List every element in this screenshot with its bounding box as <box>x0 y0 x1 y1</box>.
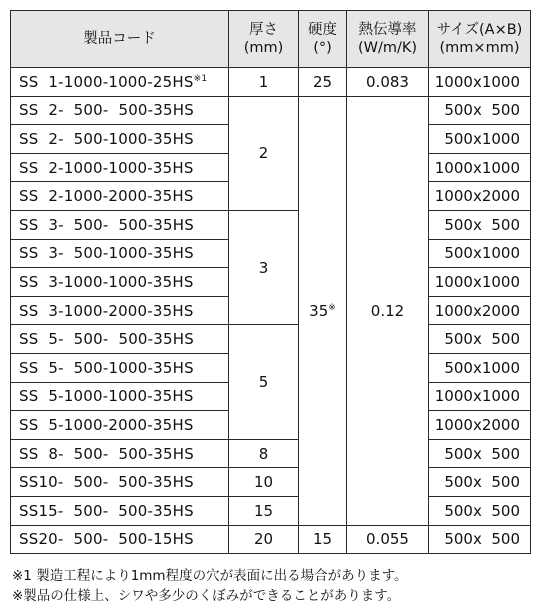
size-cell: 500x1000 <box>429 125 531 154</box>
product-table-container <box>10 10 530 554</box>
thickness-cell: 5 <box>229 325 299 439</box>
size-cell: 1000x2000 <box>429 411 531 440</box>
header-conductivity: 熱伝導率 (W/m/K) <box>347 11 429 68</box>
product-code: SS 2- 500- 500-35HS <box>11 96 229 125</box>
size-cell: 1000x1000 <box>429 153 531 182</box>
thickness-cell: 8 <box>229 439 299 468</box>
product-code: SS 5- 500-1000-35HS <box>11 353 229 382</box>
product-code: SS10- 500- 500-35HS <box>11 468 229 497</box>
table-row <box>11 468 531 497</box>
size-cell: 500x1000 <box>429 353 531 382</box>
size-cell: 500x 500 <box>429 210 531 239</box>
table-row <box>11 525 531 554</box>
thickness-cell: 20 <box>229 525 299 554</box>
footnote-mark: ※1 <box>193 73 208 84</box>
table-row <box>11 68 531 97</box>
header-code: 製品コード <box>11 11 229 68</box>
hardness-cell: 35※ <box>299 96 347 525</box>
header-hardness: 硬度 (°) <box>299 11 347 68</box>
size-cell: 1000x1000 <box>429 268 531 297</box>
conductivity-cell: 0.055 <box>347 525 429 554</box>
product-code: SS 1-1000-1000-25HS$^{※1}$ <box>11 68 229 97</box>
footnotes <box>12 566 408 606</box>
size-cell: 500x 500 <box>429 439 531 468</box>
hardness-cell: 25 <box>299 68 347 97</box>
conductivity-cell: 0.083 <box>347 68 429 97</box>
product-code: SS 2-1000-1000-35HS <box>11 153 229 182</box>
product-code: SS20- 500- 500-15HS <box>11 525 229 554</box>
header-row <box>11 11 531 68</box>
size-cell: 1000x1000 <box>429 382 531 411</box>
table-row <box>11 325 531 354</box>
product-code: SS 3-1000-2000-35HS <box>11 296 229 325</box>
table-row <box>11 496 531 525</box>
thickness-cell: 1 <box>229 68 299 97</box>
thickness-cell: 2 <box>229 96 299 210</box>
header-size: サイズ(A×B) (mm×mm) <box>429 11 531 68</box>
product-code: SS15- 500- 500-35HS <box>11 496 229 525</box>
product-code: SS 3- 500- 500-35HS <box>11 210 229 239</box>
table-row <box>11 439 531 468</box>
size-cell: 500x1000 <box>429 239 531 268</box>
size-cell: 500x 500 <box>429 496 531 525</box>
table-row <box>11 210 531 239</box>
product-table <box>10 10 531 554</box>
table-row <box>11 96 531 125</box>
footnote-1: ※1 製造工程により1mm程度の穴が表面に出る場合があります。 <box>12 568 408 584</box>
product-code: SS 8- 500- 500-35HS <box>11 439 229 468</box>
product-code: SS 5-1000-1000-35HS <box>11 382 229 411</box>
product-code: SS 2-1000-2000-35HS <box>11 182 229 211</box>
thickness-cell: 3 <box>229 210 299 324</box>
product-code: SS 2- 500-1000-35HS <box>11 125 229 154</box>
size-cell: 1000x2000 <box>429 182 531 211</box>
size-cell: 500x 500 <box>429 325 531 354</box>
product-code: SS 3-1000-1000-35HS <box>11 268 229 297</box>
footnote-2: ※製品の仕様上、シワや多少のくぼみができることがあります。 <box>12 588 401 604</box>
thickness-cell: 10 <box>229 468 299 497</box>
product-code: SS 3- 500-1000-35HS <box>11 239 229 268</box>
size-cell: 500x 500 <box>429 468 531 497</box>
size-cell: 500x 500 <box>429 96 531 125</box>
thickness-cell: 15 <box>229 496 299 525</box>
conductivity-cell: 0.12 <box>347 96 429 525</box>
size-cell: 1000x2000 <box>429 296 531 325</box>
size-cell: 500x 500 <box>429 525 531 554</box>
footnote-mark: ※ <box>328 302 336 313</box>
header-thickness: 厚さ (mm) <box>229 11 299 68</box>
product-code: SS 5-1000-2000-35HS <box>11 411 229 440</box>
size-cell: 1000x1000 <box>429 68 531 97</box>
hardness-cell: 15 <box>299 525 347 554</box>
product-code: SS 5- 500- 500-35HS <box>11 325 229 354</box>
